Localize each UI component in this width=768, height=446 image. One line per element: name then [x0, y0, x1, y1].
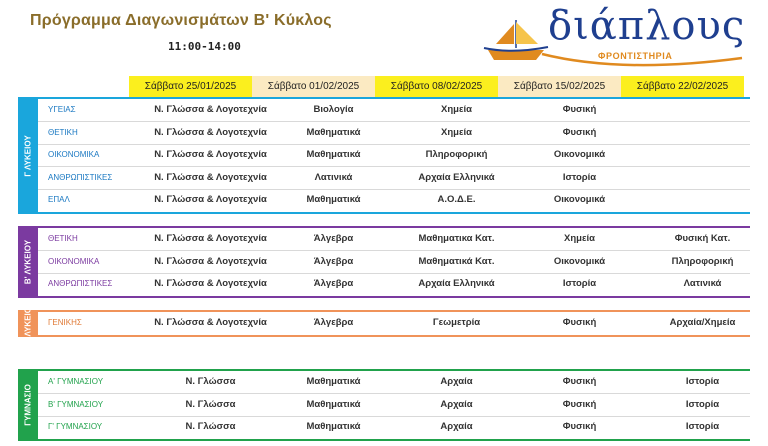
- table-row: [38, 394, 750, 417]
- exam-cell: Άλγεβρα: [313, 278, 354, 289]
- section-block: [18, 97, 750, 214]
- exam-cell: Μαθηματικά: [306, 149, 361, 160]
- table-row: [38, 144, 750, 167]
- exam-cell: Ν. Γλώσσα: [185, 398, 236, 410]
- exam-cell: Μαθηματικά: [306, 421, 361, 432]
- exam-cell: Ν. Γλώσσα & Λογοτεχνία: [154, 126, 267, 138]
- section-side-bar: [18, 301, 38, 346]
- exam-cell: Ν. Γλώσσα: [185, 421, 236, 432]
- exam-cell: Μαθηματικά: [306, 126, 361, 138]
- exam-cell: Αρχαία/Χημεία: [669, 317, 736, 328]
- table-row: [38, 189, 750, 211]
- section-label: ΓΥΜΝΑΣΙΟ: [23, 384, 33, 426]
- date-header: Σάββατο 15/02/2025: [498, 76, 621, 97]
- exam-cell: Μαθηματικά: [306, 398, 361, 410]
- table-row: [38, 416, 750, 438]
- row-label: ΥΓΕΙΑΣ: [48, 105, 76, 114]
- table-row: [38, 371, 750, 394]
- section-label: Β' ΛΥΚΕΙΟΥ: [23, 239, 33, 285]
- exam-cell: Αρχαία Ελληνικά: [418, 278, 495, 289]
- page-title: Πρόγραμμα Διαγωνισμάτων Β' Κύκλος: [30, 12, 332, 29]
- row-label: ΟΙΚΟΝΟΜΙΚΑ: [48, 150, 100, 159]
- row-label: ΘΕΤΙΚΗ: [48, 234, 78, 243]
- exam-cell: Γεωμετρία: [432, 317, 481, 328]
- section-block: [18, 226, 750, 298]
- exam-cell: [641, 144, 764, 166]
- exam-cell: Αρχαία: [440, 421, 473, 432]
- exam-cell: Ιστορία: [685, 376, 720, 387]
- section-bottom-line: [38, 296, 750, 298]
- section-bottom-line: [38, 439, 750, 441]
- exam-cell: Φυσική: [562, 317, 597, 328]
- exam-cell: Ν. Γλώσσα & Λογοτεχνία: [154, 255, 267, 267]
- date-header-row: [129, 76, 744, 97]
- exam-cell: Ν. Γλώσσα & Λογοτεχνία: [154, 149, 267, 160]
- section-side-bar: [18, 226, 38, 298]
- exam-cell: [641, 189, 764, 211]
- exam-cell: Ιστορία: [685, 398, 720, 410]
- row-label: ΟΙΚΟΝΟΜΙΚΑ: [48, 256, 100, 266]
- row-label: ΘΕΤΙΚΗ: [48, 127, 78, 137]
- table-row: [38, 99, 750, 122]
- exam-cell: Αρχαία Ελληνικά: [418, 171, 495, 183]
- time-range: 11:00-14:00: [168, 40, 241, 53]
- section-block: [18, 301, 750, 346]
- table-row: [38, 273, 750, 295]
- exam-cell: Φυσική: [562, 376, 597, 387]
- exam-cell: Φυσική: [562, 398, 597, 410]
- exam-cell: Ν. Γλώσσα & Λογοτεχνία: [154, 317, 267, 328]
- exam-cell: Ν. Γλώσσα & Λογοτεχνία: [154, 233, 267, 244]
- exam-cell: Πληροφορική: [425, 149, 488, 160]
- exam-cell: Ν. Γλώσσα & Λογοτεχνία: [154, 278, 267, 289]
- exam-cell: Άλγεβρα: [313, 255, 354, 267]
- table-row: [38, 167, 750, 190]
- section-label: Α' ΛΥΚΕΙΟΥ: [23, 301, 33, 346]
- exam-cell: Χημεία: [441, 126, 472, 138]
- section-side-bar: [18, 369, 38, 441]
- row-label: Α' ΓΥΜΝΑΣΙΟΥ: [48, 377, 104, 386]
- exam-cell: Χημεία: [441, 104, 472, 115]
- row-label: ΑΝΘΡΩΠΙΣΤΙΚΕΣ: [48, 172, 113, 182]
- date-header: Σάββατο 25/01/2025: [129, 76, 252, 97]
- exam-cell: Μαθηματικα Κατ.: [418, 233, 495, 244]
- row-label: ΕΠΑΛ: [48, 195, 70, 204]
- table-row: [38, 228, 750, 251]
- exam-cell: Α.Ο.Δ.Ε.: [437, 194, 476, 205]
- table-row: [38, 251, 750, 274]
- exam-cell: Αρχαία: [440, 398, 473, 410]
- exam-cell: Χημεία: [564, 233, 595, 244]
- exam-cell: Φυσική: [562, 421, 597, 432]
- section-side-bar: [18, 97, 38, 214]
- exam-cell: [641, 122, 764, 144]
- exam-cell: Λατινικά: [683, 278, 722, 289]
- exam-cell: Άλγεβρα: [313, 317, 354, 328]
- row-label: Β' ΓΥΜΝΑΣΙΟΥ: [48, 399, 104, 409]
- exam-cell: Φυσική: [562, 104, 597, 115]
- exam-cell: Φυσική Κατ.: [674, 233, 731, 244]
- exam-cell: Οικονομικά: [553, 149, 606, 160]
- exam-cell: Ν. Γλώσσα & Λογοτεχνία: [154, 171, 267, 183]
- section-bottom-line: [38, 335, 750, 337]
- exam-cell: Μαθηματικά Κατ.: [418, 255, 495, 267]
- exam-cell: Ιστορία: [685, 421, 720, 432]
- exam-cell: [641, 167, 764, 189]
- exam-cell: Ιστορία: [562, 171, 597, 183]
- table-row: [38, 312, 750, 334]
- exam-cell: Οικονομικά: [553, 255, 606, 267]
- exam-cell: Άλγεβρα: [313, 233, 354, 244]
- exam-cell: Βιολογία: [313, 104, 354, 115]
- exam-cell: Λατινικά: [314, 171, 353, 183]
- exam-cell: Πληροφορική: [671, 255, 734, 267]
- exam-cell: Φυσική: [562, 126, 597, 138]
- exam-cell: Ν. Γλώσσα & Λογοτεχνία: [154, 194, 267, 205]
- exam-cell: Μαθηματικά: [306, 376, 361, 387]
- date-header: Σάββατο 22/02/2025: [621, 76, 744, 97]
- section-block: [18, 369, 750, 441]
- section-label: Γ ΛΥΚΕΙΟΥ: [23, 134, 33, 177]
- exam-cell: [641, 99, 764, 121]
- exam-cell: Αρχαία: [440, 376, 473, 387]
- logo-name: διάπλους: [548, 3, 746, 49]
- date-header: Σάββατο 01/02/2025: [252, 76, 375, 97]
- exam-cell: Οικονομικά: [553, 194, 606, 205]
- row-label: ΑΝΘΡΩΠΙΣΤΙΚΕΣ: [48, 279, 113, 288]
- exam-cell: Ν. Γλώσσα: [185, 376, 236, 387]
- row-label: ΓΕΝΙΚΗΣ: [48, 318, 82, 327]
- logo-subtitle: ΦΡΟΝΤΙΣΤΗΡΙΑ: [598, 51, 673, 61]
- row-label: Γ' ΓΥΜΝΑΣΙΟΥ: [48, 422, 103, 431]
- exam-cell: Ιστορία: [562, 278, 597, 289]
- exam-cell: Μαθηματικά: [306, 194, 361, 205]
- table-row: [38, 122, 750, 145]
- exam-cell: Ν. Γλώσσα & Λογοτεχνία: [154, 104, 267, 115]
- section-bottom-line: [38, 212, 750, 214]
- date-header: Σάββατο 08/02/2025: [375, 76, 498, 97]
